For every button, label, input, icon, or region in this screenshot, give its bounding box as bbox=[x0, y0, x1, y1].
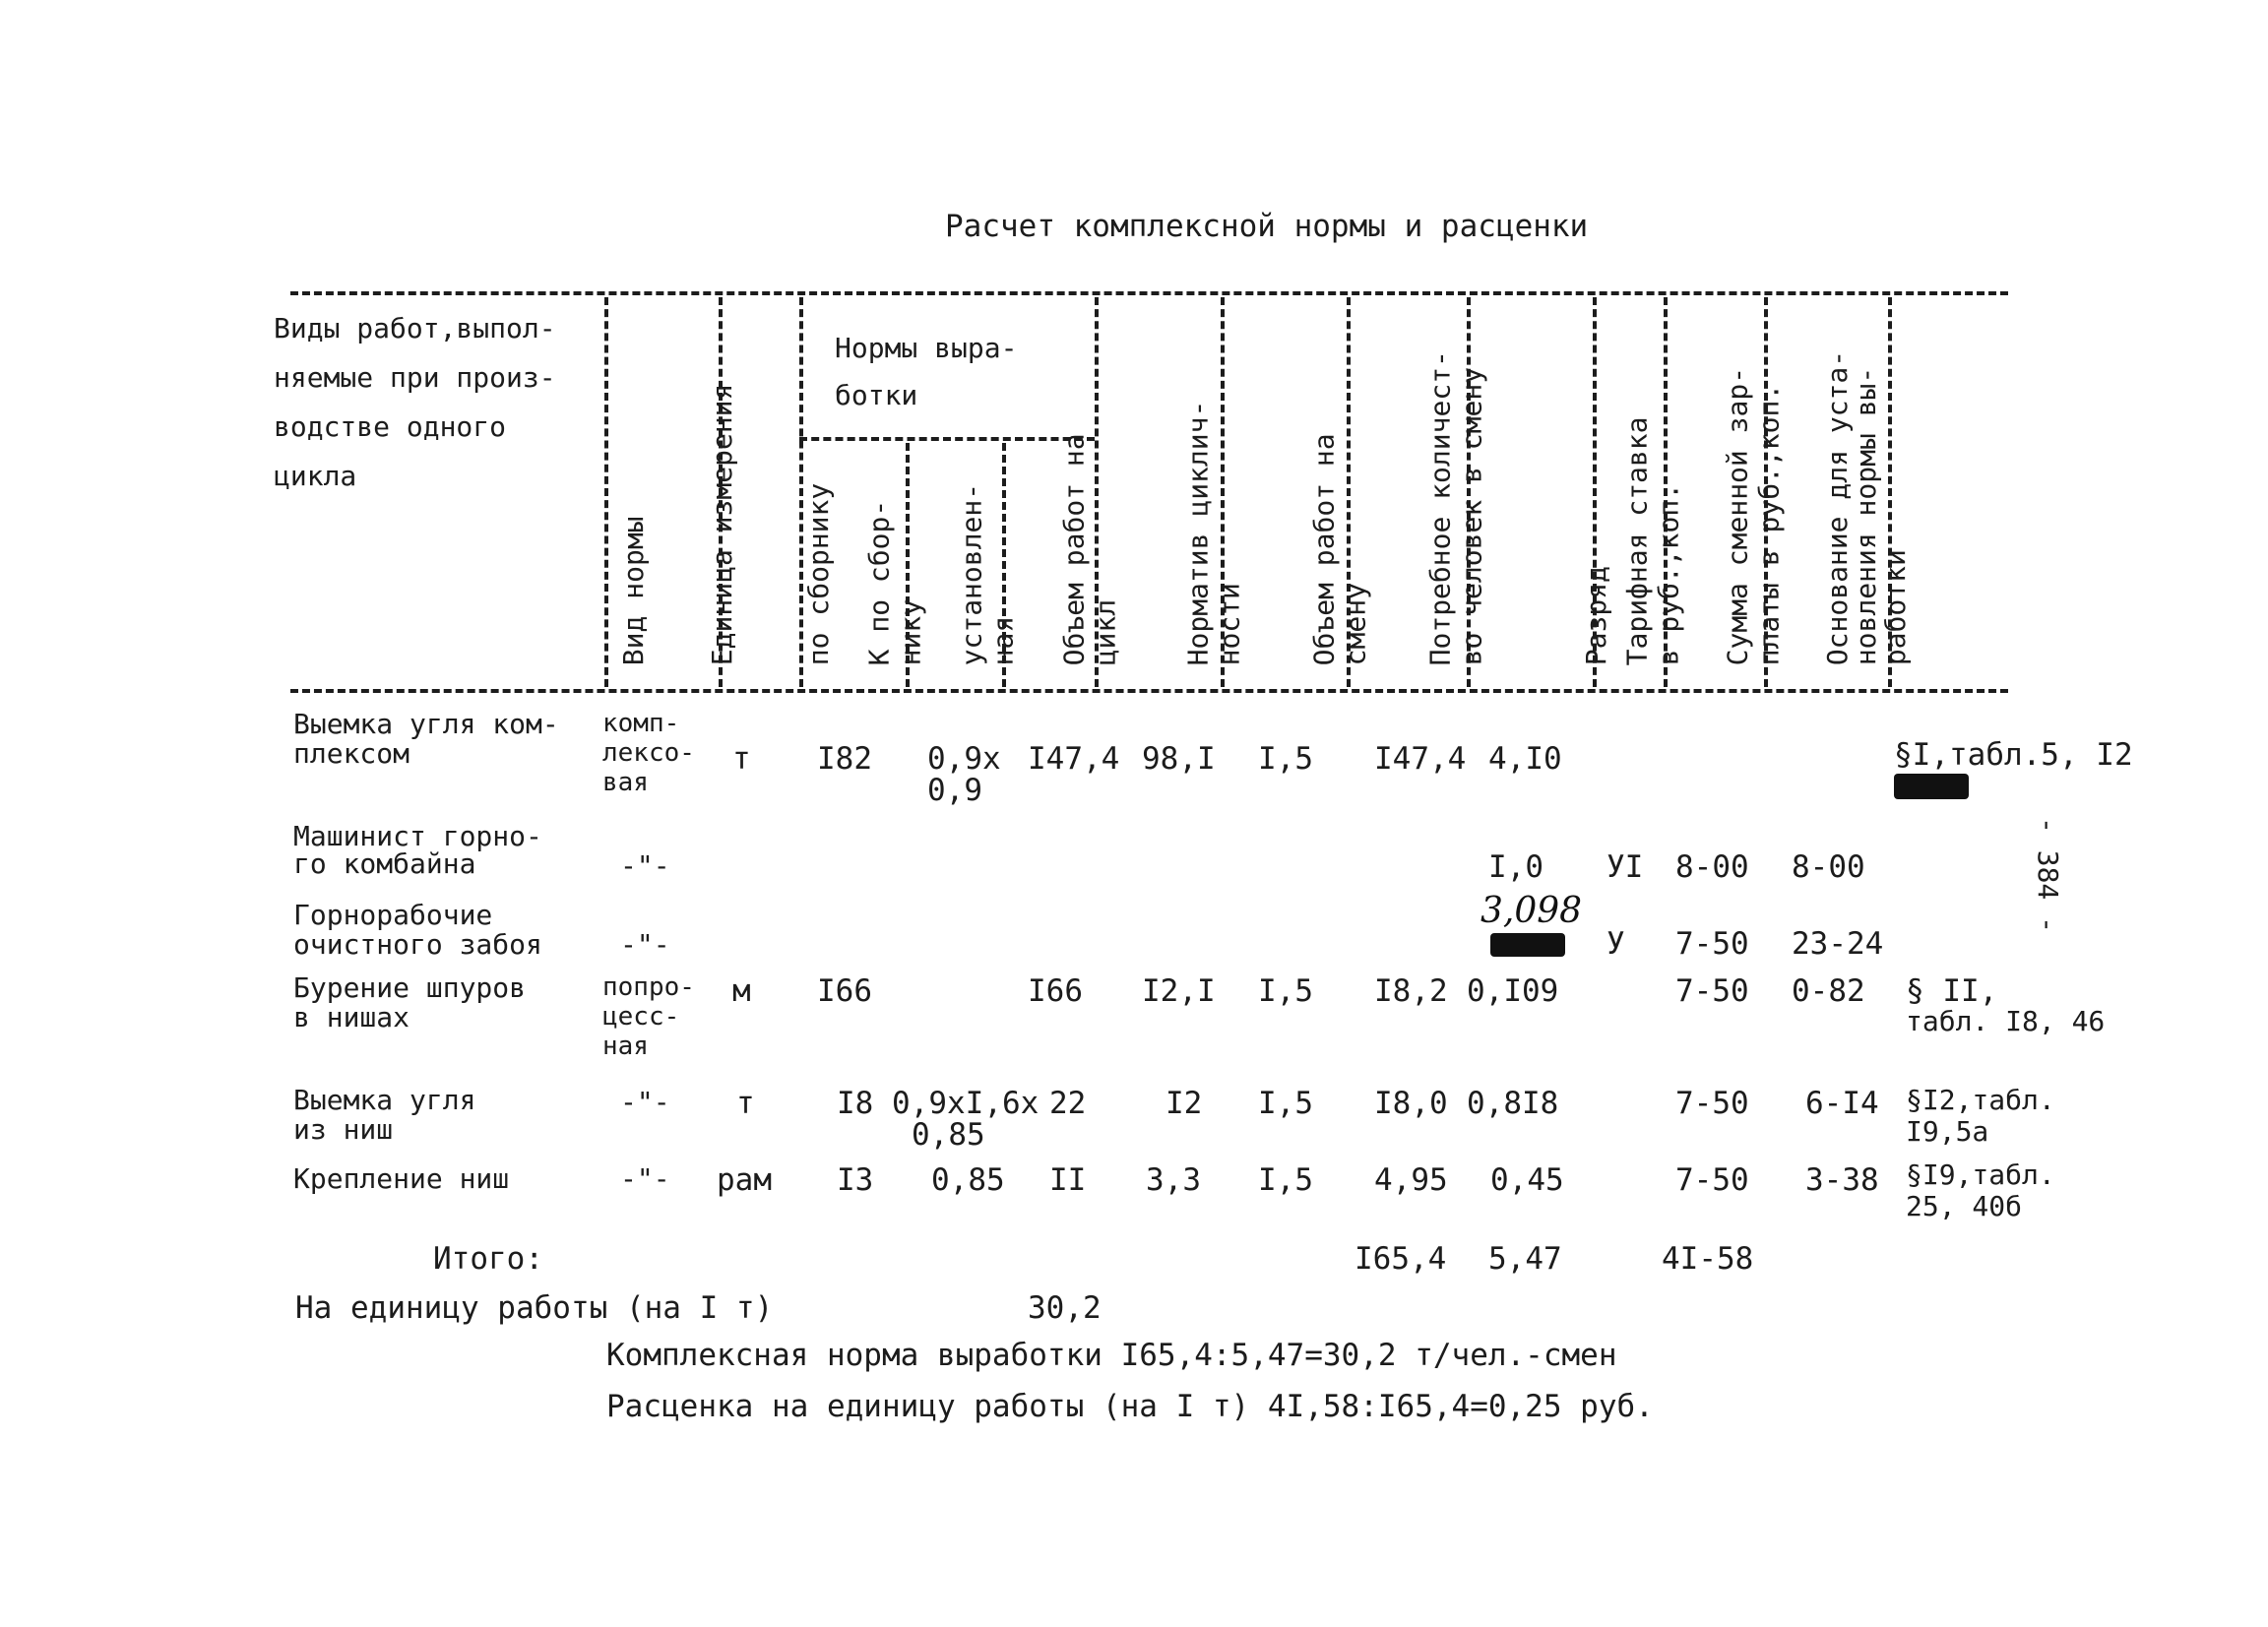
page-number: - 384 - bbox=[2032, 817, 2064, 934]
redaction-blot bbox=[1490, 933, 1565, 957]
redaction-blot bbox=[1894, 774, 1969, 799]
header-top-rule bbox=[290, 291, 2008, 295]
norms-group-rule bbox=[799, 437, 1095, 441]
col-sep bbox=[604, 297, 608, 687]
page-title: Расчет комплексной нормы и расценки bbox=[945, 209, 1589, 244]
formula-norm: Комплексная норма выработки I65,4:5,47=30,2 т/чел.-смен bbox=[606, 1338, 1617, 1373]
header-bottom-rule bbox=[290, 689, 2008, 693]
formula-price: Расценка на единицу работы (на I т) 4I,58:I65,4=0,25 руб. bbox=[606, 1389, 1654, 1424]
